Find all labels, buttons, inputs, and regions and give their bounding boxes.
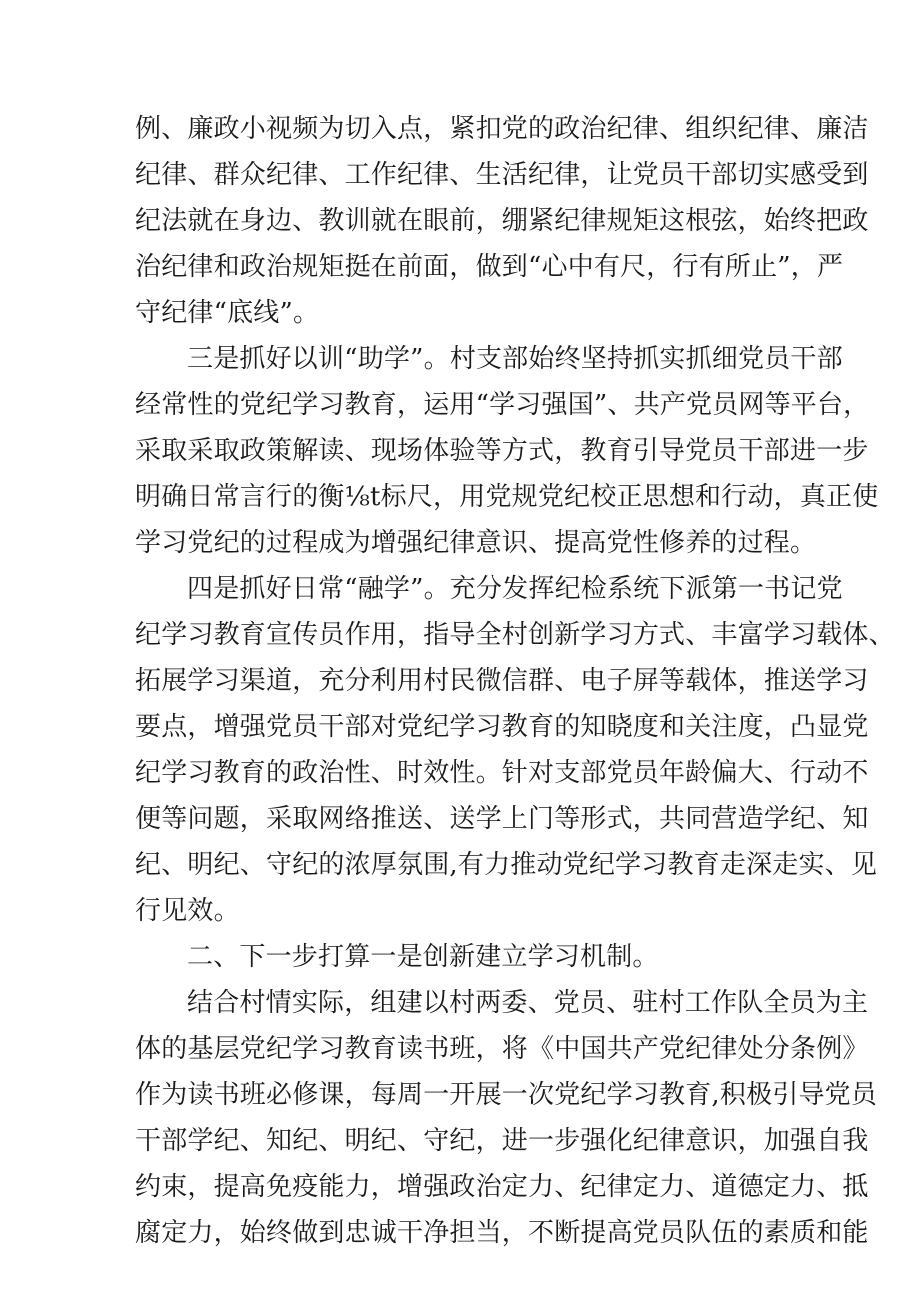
text-line: 例、廉政小视频为切入点，紧扣党的政治纪律、组织纪律、廉洁 [135, 114, 869, 144]
text-line: 纪律、群众纪律、工作纪律、生活纪律，让党员干部切实感受到 [135, 160, 869, 190]
text-line: 要点，增强党员干部对党纪学习教育的知晓度和关注度，凸显党 [135, 712, 869, 742]
text-line: 行见效。 [135, 896, 240, 926]
text-line: 采取采取政策解读、现场体验等方式，教育引导党员干部进一步 [135, 436, 869, 466]
text-line: 约束，提高免疫能力，增强政治定力、纪律定力、道德定力、抵 [135, 1172, 869, 1202]
section-heading: 二、下一步打算一是创新建立学习机制。 [187, 942, 659, 972]
text-line: 学习党纪的过程成为增强纪律意识、提高党性修养的过程。 [135, 528, 817, 558]
text-line: 纪法就在身边、教训就在眼前，绷紧纪律规矩这根弦，始终把政 [135, 206, 869, 236]
paragraph-first-line: 三是抓好以训“助学”。村支部始终坚持抓实抓细党员干部 [187, 344, 843, 374]
text-line: 明确日常言行的衡⅛t标尺，用党规党纪校正思想和行动，真正使 [135, 482, 879, 512]
text-line: 便等问题，采取网络推送、送学上门等形式，共同营造学纪、知 [135, 804, 869, 834]
text-line: 拓展学习渠道，充分利用村民微信群、电子屏等载体，推送学习 [135, 666, 869, 696]
text-line: 干部学纪、知纪、明纪、守纪，进一步强化纪律意识，加强自我 [135, 1126, 869, 1156]
text-line: 治纪律和政治规矩挺在前面，做到“心中有尺，行有所止”，严 [135, 252, 844, 282]
paragraph-first-line: 四是抓好日常“融学”。充分发挥纪检系统下派第一书记党 [187, 574, 843, 604]
paragraph-first-line: 结合村情实际，组建以村两委、党员、驻村工作队全员为主 [187, 988, 869, 1018]
text-line: 守纪律“底线”。 [135, 298, 320, 328]
text-line: 纪学习教育宣传员作用，指导全村创新学习方式、丰富学习载体、 [135, 620, 895, 650]
text-line: 腐定力，始终做到忠诚干净担当，不断提高党员队伍的素质和能 [135, 1218, 869, 1248]
text-line: 体的基层党纪学习教育读书班，将《中国共产党纪律处分条例》 [135, 1034, 869, 1064]
text-line: 纪学习教育的政治性、时效性。针对支部党员年龄偏大、行动不 [135, 758, 869, 788]
text-line: 纪、明纪、守纪的浓厚氛围,有力推动党纪学习教育走深走实、见 [135, 850, 878, 880]
text-line: 经常性的党纪学习教育，运用“学习强国”、共产党员网等平台， [135, 390, 870, 420]
text-line: 作为读书班必修课，每周一开展一次党纪学习教育,积极引导党员 [135, 1080, 878, 1110]
